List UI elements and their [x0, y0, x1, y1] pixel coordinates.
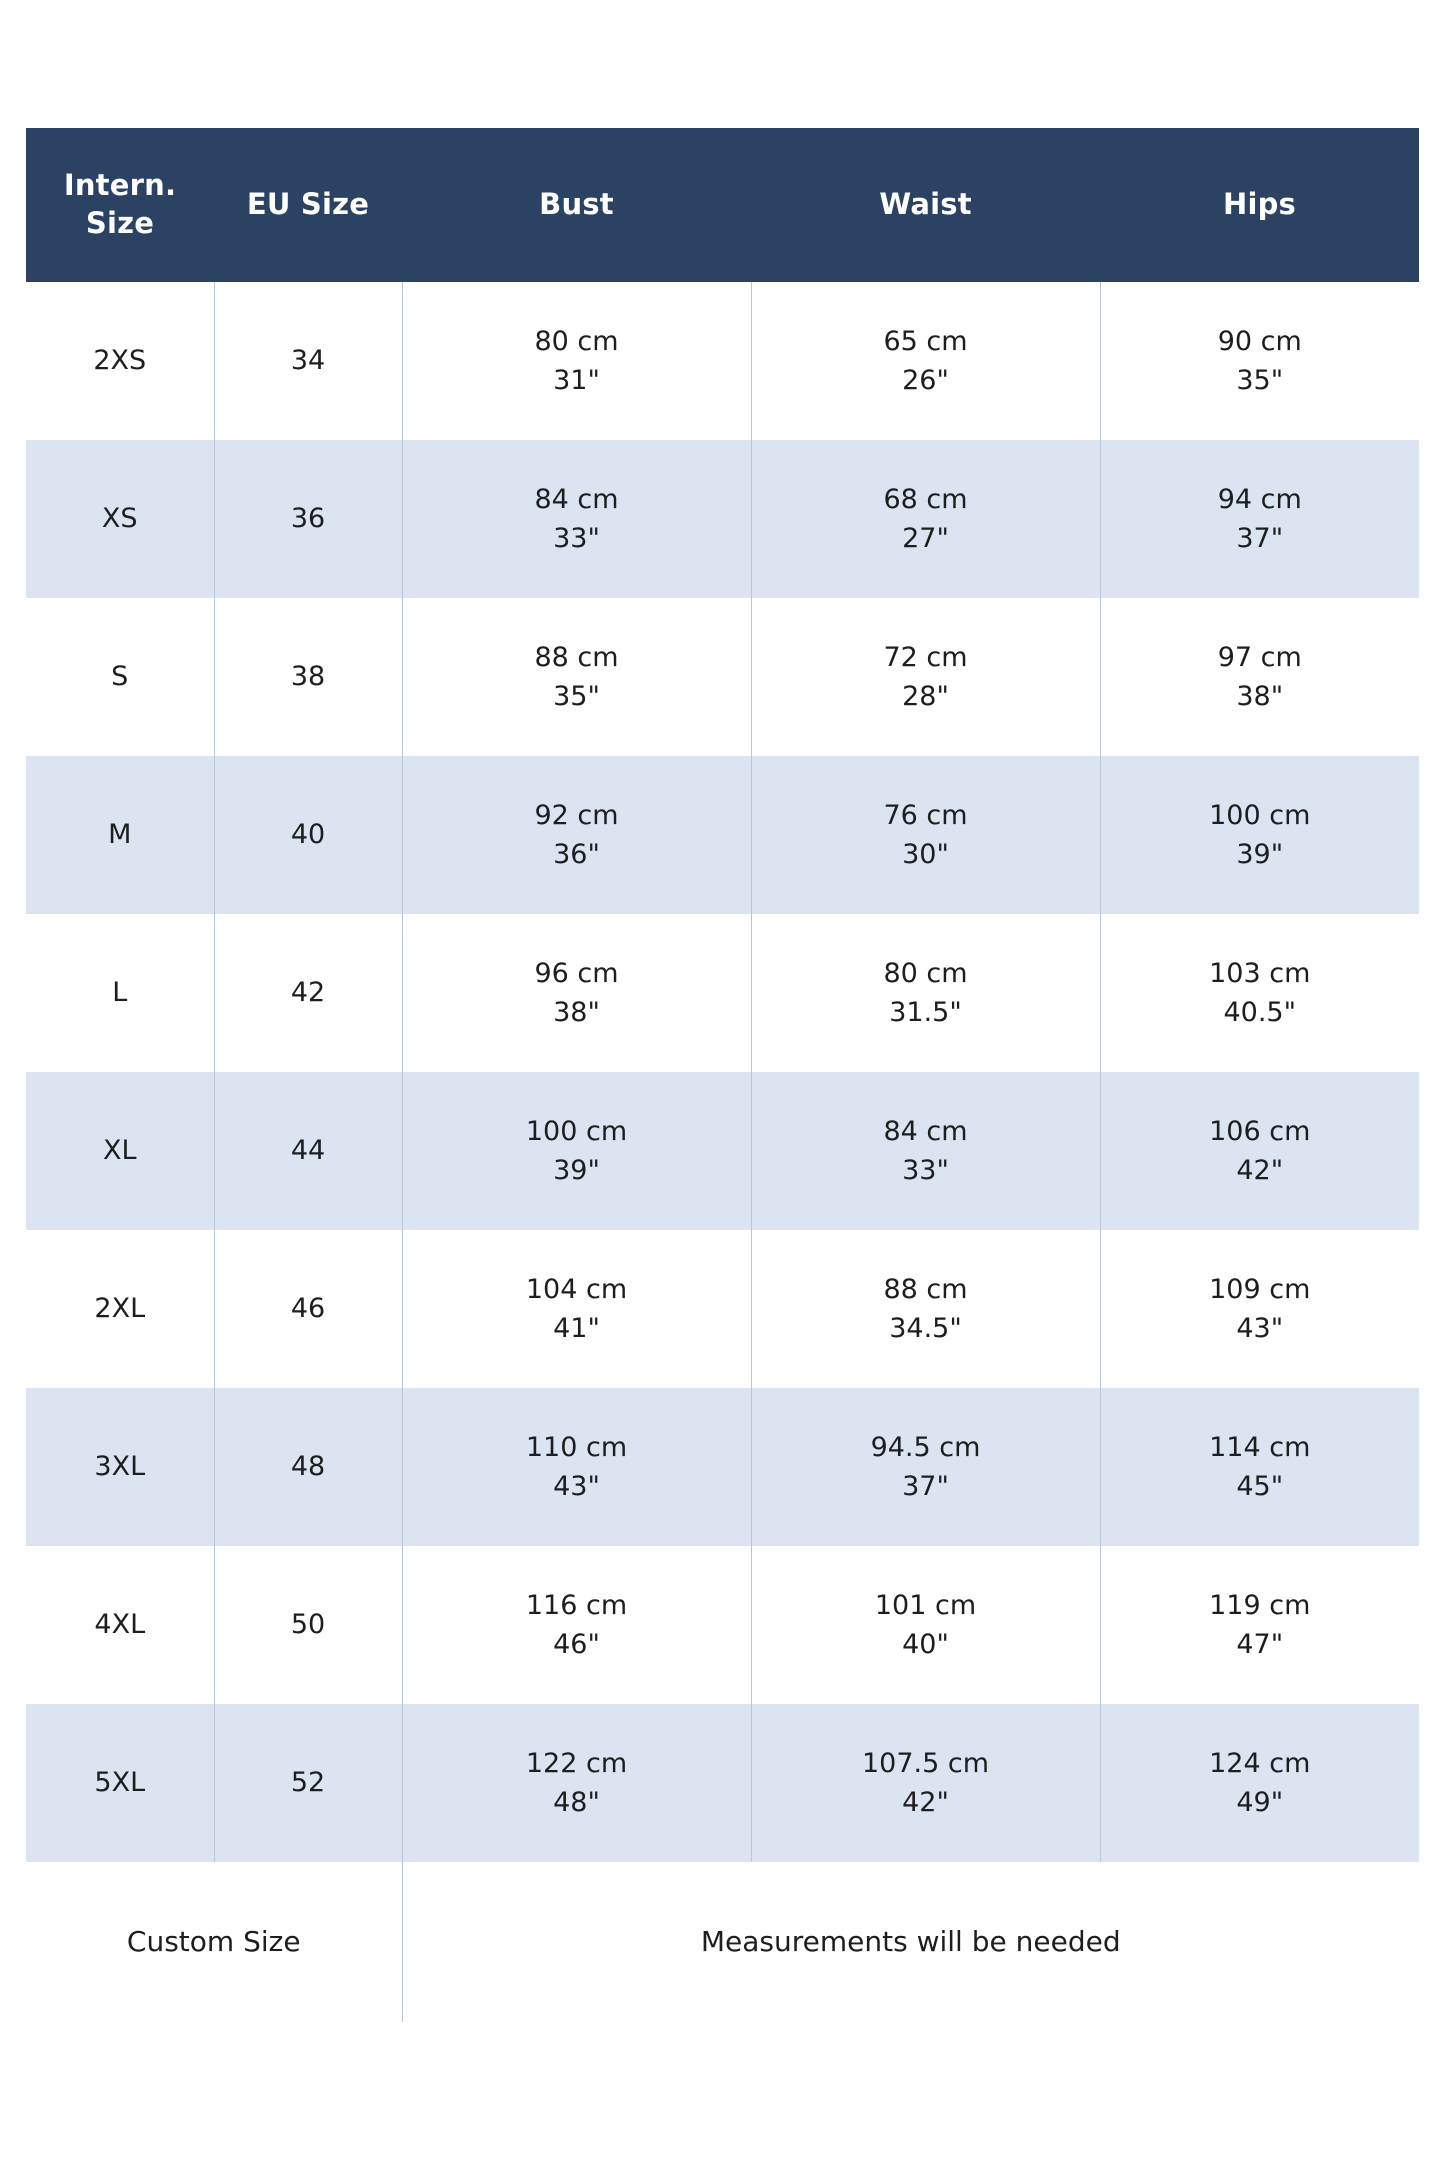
- column-header-bust: Bust: [402, 128, 751, 282]
- cell-waist-in: 37": [902, 1471, 949, 1502]
- table-row: [26, 598, 1419, 756]
- table-body: [26, 282, 1419, 2022]
- cell-waist: [751, 914, 1100, 1072]
- cell-hips-cm: 109 cm: [1209, 1273, 1311, 1305]
- cell-intern-size: 5XL: [26, 1704, 214, 1862]
- cell-bust-in: 41": [553, 1313, 600, 1344]
- cell-eu-size: 38: [214, 598, 402, 756]
- cell-waist: [751, 598, 1100, 756]
- table-row: [26, 1072, 1419, 1230]
- cell-bust-in: 33": [553, 523, 600, 554]
- table-row: [26, 1230, 1419, 1388]
- cell-hips-in: 37": [1236, 523, 1284, 554]
- cell-bust: [402, 1388, 751, 1546]
- cell-bust-in: 36": [553, 839, 600, 870]
- cell-waist-in: 40": [902, 1629, 949, 1660]
- cell-waist: [751, 1230, 1100, 1388]
- cell-waist: [751, 1388, 1100, 1546]
- cell-bust-in: 31": [553, 365, 600, 396]
- column-header-intern-size: [26, 128, 214, 282]
- cell-bust-in: 35": [553, 681, 600, 712]
- cell-bust-cm: 96 cm: [534, 957, 619, 989]
- column-header-hips: Hips: [1100, 128, 1419, 282]
- cell-eu-size: 50: [214, 1546, 402, 1704]
- cell-bust-cm: 88 cm: [534, 641, 619, 673]
- cell-bust-cm: 122 cm: [525, 1747, 628, 1779]
- cell-bust: [402, 1072, 751, 1230]
- custom-size-row: [26, 1862, 1419, 2022]
- cell-hips-in: 43": [1236, 1313, 1284, 1344]
- cell-waist-in: 42": [902, 1787, 949, 1818]
- cell-waist-cm: 72 cm: [883, 641, 968, 673]
- cell-hips-in: 39": [1236, 839, 1284, 870]
- cell-eu-size: 34: [214, 282, 402, 440]
- cell-intern-size: S: [26, 598, 214, 756]
- cell-eu-size: 46: [214, 1230, 402, 1388]
- cell-waist-in: 31.5": [889, 997, 962, 1028]
- cell-eu-size: 36: [214, 440, 402, 598]
- cell-bust-cm: 110 cm: [525, 1431, 628, 1463]
- table-row: [26, 282, 1419, 440]
- cell-bust-cm: 92 cm: [534, 799, 619, 831]
- cell-hips-in: 49": [1236, 1787, 1284, 1818]
- cell-waist-cm: 101 cm: [874, 1589, 977, 1621]
- cell-waist-cm: 107.5 cm: [861, 1747, 990, 1779]
- cell-intern-size: 2XS: [26, 282, 214, 440]
- cell-hips: [1100, 598, 1419, 756]
- cell-waist-in: 33": [902, 1155, 949, 1186]
- cell-intern-size: 3XL: [26, 1388, 214, 1546]
- cell-bust: [402, 598, 751, 756]
- cell-hips-cm: 97 cm: [1217, 641, 1302, 673]
- cell-hips-in: 40.5": [1223, 997, 1297, 1028]
- cell-waist-in: 27": [902, 523, 949, 554]
- cell-bust-in: 43": [553, 1471, 600, 1502]
- custom-size-note: Measurements will be needed: [402, 1862, 1419, 2022]
- cell-waist: [751, 440, 1100, 598]
- table-header: [26, 128, 1419, 282]
- cell-bust: [402, 1230, 751, 1388]
- cell-waist-cm: 76 cm: [883, 799, 968, 831]
- cell-waist: [751, 1546, 1100, 1704]
- cell-waist-in: 28": [902, 681, 949, 712]
- cell-waist-cm: 68 cm: [883, 483, 968, 515]
- header-row: [26, 128, 1419, 282]
- cell-bust: [402, 1704, 751, 1862]
- cell-bust-in: 46": [553, 1629, 600, 1660]
- table-row: [26, 1388, 1419, 1546]
- cell-intern-size: 2XL: [26, 1230, 214, 1388]
- cell-intern-size: 4XL: [26, 1546, 214, 1704]
- cell-bust: [402, 914, 751, 1072]
- cell-hips: [1100, 1704, 1419, 1862]
- cell-hips: [1100, 914, 1419, 1072]
- cell-hips: [1100, 756, 1419, 914]
- cell-bust-cm: 100 cm: [525, 1115, 628, 1147]
- cell-waist-in: 30": [902, 839, 949, 870]
- cell-bust: [402, 756, 751, 914]
- cell-waist-cm: 80 cm: [883, 957, 968, 989]
- cell-intern-size: L: [26, 914, 214, 1072]
- cell-hips-cm: 106 cm: [1209, 1115, 1311, 1147]
- cell-hips-cm: 90 cm: [1217, 325, 1302, 357]
- cell-waist-cm: 84 cm: [883, 1115, 968, 1147]
- cell-waist: [751, 756, 1100, 914]
- cell-hips: [1100, 1388, 1419, 1546]
- cell-eu-size: 42: [214, 914, 402, 1072]
- cell-eu-size: 44: [214, 1072, 402, 1230]
- cell-hips: [1100, 1230, 1419, 1388]
- table-row: [26, 756, 1419, 914]
- cell-hips-in: 35": [1236, 365, 1284, 396]
- cell-intern-size: XS: [26, 440, 214, 598]
- table-row: [26, 1704, 1419, 1862]
- cell-waist-in: 34.5": [889, 1313, 962, 1344]
- cell-hips: [1100, 1546, 1419, 1704]
- cell-waist-cm: 88 cm: [883, 1273, 968, 1305]
- cell-bust: [402, 282, 751, 440]
- column-header-waist: Waist: [751, 128, 1100, 282]
- size-chart-table: [26, 128, 1419, 2022]
- column-header-eu-size: EU Size: [214, 128, 402, 282]
- cell-waist-cm: 65 cm: [883, 325, 968, 357]
- cell-bust: [402, 1546, 751, 1704]
- cell-intern-size: M: [26, 756, 214, 914]
- cell-bust-in: 39": [553, 1155, 600, 1186]
- cell-bust-cm: 104 cm: [525, 1273, 628, 1305]
- cell-hips: [1100, 282, 1419, 440]
- cell-hips-cm: 124 cm: [1209, 1747, 1311, 1779]
- table-row: [26, 914, 1419, 1072]
- cell-hips-cm: 119 cm: [1209, 1589, 1311, 1621]
- cell-intern-size: XL: [26, 1072, 214, 1230]
- cell-bust-in: 38": [553, 997, 600, 1028]
- custom-size-label: Custom Size: [26, 1862, 402, 2022]
- cell-hips: [1100, 1072, 1419, 1230]
- cell-hips-cm: 94 cm: [1217, 483, 1302, 515]
- table-row: [26, 1546, 1419, 1704]
- intern-size-line2: Size: [85, 206, 155, 240]
- cell-hips-in: 42": [1236, 1155, 1284, 1186]
- cell-hips: [1100, 440, 1419, 598]
- cell-hips-cm: 103 cm: [1209, 957, 1311, 989]
- cell-eu-size: 48: [214, 1388, 402, 1546]
- intern-size-line1: Intern.: [63, 167, 177, 202]
- cell-bust: [402, 440, 751, 598]
- cell-eu-size: 52: [214, 1704, 402, 1862]
- cell-bust-cm: 116 cm: [525, 1589, 628, 1621]
- cell-waist: [751, 1072, 1100, 1230]
- cell-bust-in: 48": [553, 1787, 600, 1818]
- cell-bust-cm: 84 cm: [534, 483, 619, 515]
- cell-waist: [751, 282, 1100, 440]
- cell-hips-cm: 100 cm: [1209, 799, 1311, 831]
- cell-hips-cm: 114 cm: [1209, 1431, 1311, 1463]
- cell-waist-in: 26": [902, 365, 949, 396]
- cell-hips-in: 45": [1236, 1471, 1284, 1502]
- cell-waist-cm: 94.5 cm: [870, 1431, 981, 1463]
- cell-eu-size: 40: [214, 756, 402, 914]
- table-row: [26, 440, 1419, 598]
- cell-hips-in: 47": [1236, 1629, 1284, 1660]
- cell-bust-cm: 80 cm: [534, 325, 619, 357]
- cell-hips-in: 38": [1236, 681, 1284, 712]
- cell-waist: [751, 1704, 1100, 1862]
